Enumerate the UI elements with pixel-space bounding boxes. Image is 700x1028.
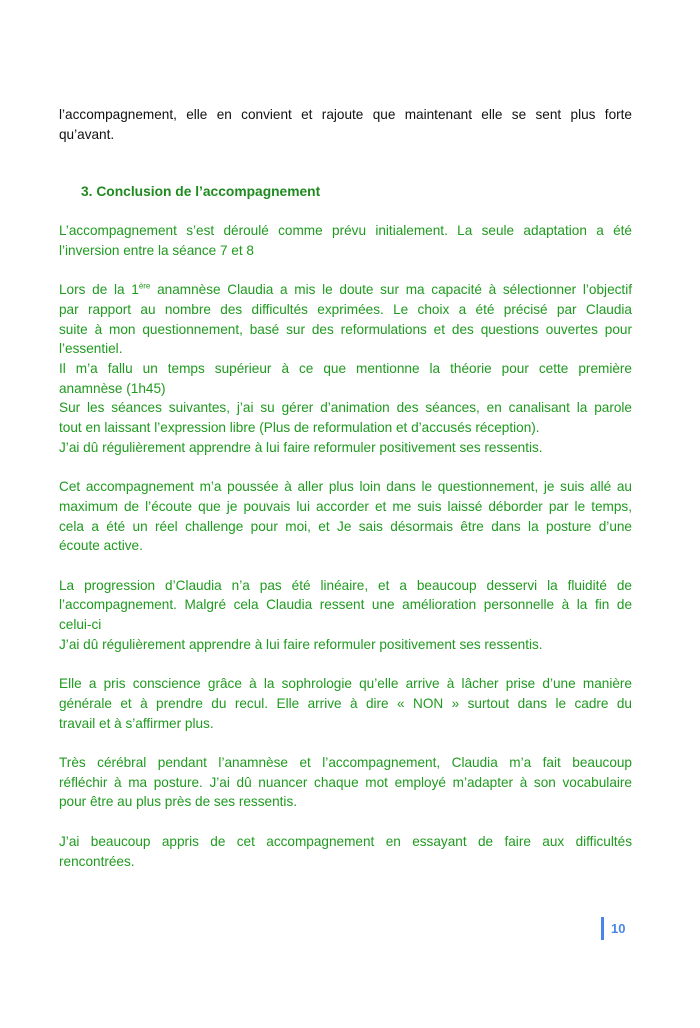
text-line: l’inversion entre la séance 7 et 8 [59,242,254,258]
text-fragment: Lors de la 1 [59,282,139,298]
text-line: travail et à s’affirmer plus. [59,715,214,731]
text-line [59,280,632,300]
text-line: L’accompagnement s’est déroulé comme prévu initialement. La seule adaptation a été [59,223,632,239]
text-line: pour être au plus près de ses ressentis. [59,794,298,810]
text-line: l’accompagnement, elle en convient et rajoute que maintenant elle se sent plus forte [59,107,632,122]
paragraph-5 [59,674,632,733]
section-heading: 3. Conclusion de l’accompagnement [81,184,321,200]
text-line: rencontrées. [59,853,135,869]
paragraph-3 [59,477,632,556]
text-line: qu’avant. [59,126,115,142]
text-line: Cet accompagnement m’a poussée à aller plus loin dans le questionnement, je suis allé au [59,479,632,495]
text-line: La progression d’Claudia n’a pas été linéaire, et a beaucoup desservi la fluidité de [59,577,632,593]
paragraph-1 [59,221,632,260]
text-line: réfléchir à ma posture. J’ai dû nuancer chaque mot employé m’adapter à son vocabulaire [59,774,632,790]
paragraph-6 [59,753,632,812]
text-line: J’ai beaucoup appris de cet accompagnement en essayant de faire aux difficultés [59,833,632,849]
text-line: l’accompagnement. Malgré cela Claudia ressent une amélioration personnelle à la fin de [59,597,632,613]
text-line: anamnèse (1h45) [59,380,166,396]
text-line: Elle a pris conscience grâce à la sophrologie qu’elle arrive à lâcher prise d’une manière [59,676,632,692]
text-line: générale et à prendre du recul. Elle arrive à dire « NON » surtout dans le cadre du [59,695,632,711]
page-number: 10 [601,917,641,940]
text-line: Il m’a fallu un temps supérieur à ce que mentionne la théorie pour cette première [59,361,632,377]
text-line: J’ai dû régulièrement apprendre à lui faire reformuler positivement ses ressentis. [59,636,543,652]
intro-paragraph [59,105,632,144]
text-line: suite à mon questionnement, basé sur des reformulations et des questions ouvertes pour [59,321,632,337]
text-line: J’ai dû régulièrement apprendre à lui faire reformuler positivement ses ressentis. [59,439,543,455]
paragraph-2 [59,280,632,457]
text-line: cela a été un réel challenge pour moi, et Je sais désormais être dans la posture d’une [59,518,632,534]
text-line: Sur les séances suivantes, j’ai su gérer d’animation des séances, en canalisant la parole [59,400,632,416]
text-line: l’essentiel. [59,341,123,357]
text-line: tout en laissant l’expression libre (Plus de reformulation et d’accusés réception). [59,420,540,436]
paragraph-4 [59,576,632,655]
text-line: par rapport au nombre des difficultés exprimées. Le choix a été précisé par Claudia [59,301,632,317]
text-line: Très cérébral pendant l’anamnèse et l’accompagnement, Claudia m’a fait beaucoup [59,755,632,771]
superscript: ère [138,281,151,291]
paragraph-7 [59,832,632,871]
text-line: maximum de l’écoute que je pouvais lui accorder et me suis laissé déborder par le temps, [59,498,632,514]
text-fragment: anamnèse Claudia a mis le doute sur ma capacité à sélectionner l’objectif [150,282,632,298]
text-line: celui-ci [59,617,102,633]
text-line: écoute active. [59,538,143,554]
